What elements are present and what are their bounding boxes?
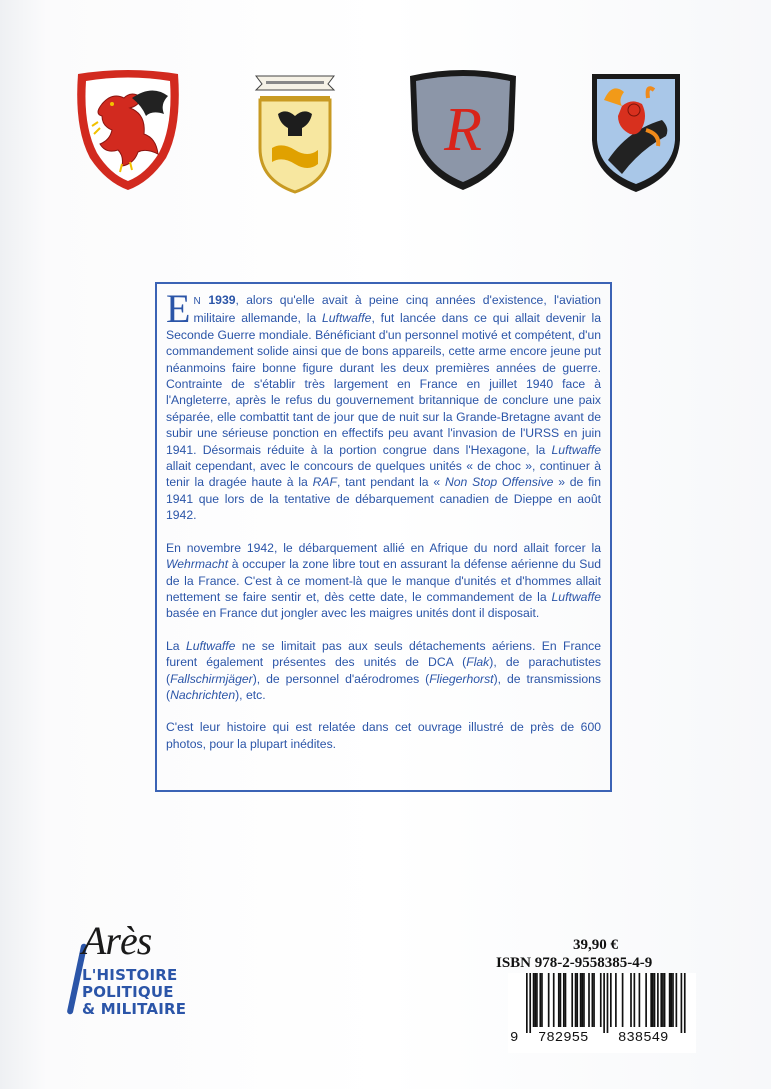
barcode-bar [565, 973, 567, 1027]
barcode-bar [600, 973, 602, 1027]
barcode-bar [684, 973, 686, 1033]
barcode-bar [553, 973, 555, 1027]
barcode-bar [669, 973, 671, 1027]
barcode-bar [634, 973, 636, 1027]
barcode-bar [676, 973, 678, 1027]
barcode-bar [560, 973, 562, 1027]
barcode-bar [581, 973, 583, 1027]
barcode-bar [576, 973, 578, 1027]
barcode-bar [630, 973, 632, 1027]
paragraph-1942: En novembre 1942, le débarquement allié en Afrique du nord allait forcer la Wehrmacht à occuper la zone libre tout en assurant la défense aérienne du Sud de la France. C'est à ce moment-là que le manque d'unités et d'hommes allait nettement se faire sentir et, dès cette date, le commandement de la Luftwaffe basée en France dut jongler avec les maigres unités dont il disposait. [166, 540, 601, 621]
barcode-bar [652, 973, 654, 1027]
publisher-line-3: & MILITAIRE [82, 1000, 187, 1018]
barcode-bar [526, 973, 528, 1033]
paragraph-units: La Luftwaffe ne se limitait pas aux seuls détachements aériens. En France furent également présentes des unités de DCA (Flak), de parachutistes (Fallschirmjäger), de personnel d'aérodromes (Fliegerhorst), de transmissions (Nachrichten), etc. [166, 638, 601, 702]
barcode-digits-right: 838549 [618, 1030, 669, 1046]
barcode-bar [583, 973, 585, 1027]
publisher-script: Arès [82, 918, 152, 963]
publisher-line-2: POLITIQUE [82, 983, 174, 1001]
barcode-bar [645, 973, 647, 1027]
eagle-banner-crest-icon [252, 70, 338, 196]
price: 39,90 € [573, 937, 618, 953]
barcode-bar [622, 973, 624, 1027]
barcode-bar [664, 973, 666, 1027]
barcode-bar [610, 973, 612, 1027]
barcode [508, 973, 696, 1053]
barcode-bar [657, 973, 659, 1027]
barcode-bar [592, 973, 594, 1027]
drop-cap: E [166, 286, 191, 331]
barcode-bar [593, 973, 595, 1027]
barcode-bar [533, 973, 535, 1027]
barcode-bar [536, 973, 538, 1027]
crest-row [0, 64, 771, 204]
barcode-bar [670, 973, 672, 1027]
barcode-bar [650, 973, 652, 1027]
barcode-bars-icon [510, 973, 694, 1033]
barcode-bar [654, 973, 656, 1027]
barcode-bar [539, 973, 541, 1027]
description-frame [155, 282, 612, 792]
isbn: ISBN 978-2-9558385-4-9 [496, 955, 653, 971]
barcode-bar [563, 973, 565, 1027]
barcode-bar [558, 973, 560, 1027]
svg-text:R: R [444, 96, 482, 164]
barcode-bar [660, 973, 662, 1027]
barcode-bar [607, 973, 609, 1033]
barcode-bar [588, 973, 590, 1027]
barcode-bar [662, 973, 664, 1027]
publisher-line-1: L'HISTOIRE [82, 966, 178, 984]
barcode-bar [603, 973, 605, 1033]
barcode-bar [548, 973, 550, 1027]
letter-r-crest-icon [404, 68, 522, 194]
price-block [496, 937, 696, 972]
barcode-bar [571, 973, 573, 1027]
barcode-bar [529, 973, 531, 1033]
barcode-bar [672, 973, 674, 1027]
barcode-bar [615, 973, 617, 1027]
barcode-bar [639, 973, 641, 1027]
paragraph-intro: E N 1939, alors qu'elle avait à peine cinq années d'existence, l'aviation militaire allemande, la Luftwaffe, fut lancée dans ce qui allait devenir la Seconde Guerre mondiale. Bénéficiant d'un personnel motivé et compétent, d'un commandement solide ainsi que de bons appareils, cette arme encore jeune put néanmoins faire bonne figure durant les deux premières années de guerre. Contrainte de s'établir très largement en France en juillet 1940 face à l'Angleterre, après le refus du gouvernement britannique de conclure une paix séparée, elle combattit tant de jour que de nuit sur la Grande-Bretagne avant de subir une sérieuse ponction en effectifs peu avant l'invasion de l'URSS en juin 1941. Désormais réduite à la portion congrue dans l'Hexagone, la Luftwaffe allait cependant, avec le concours de quelques unités « de choc », continuer à tenir la dragée haute à la RAF, tant pendant la « Non Stop Offensive » de fin 1941 que lors de la tentative de débarquement canadien de Dieppe en août 1942. [166, 286, 601, 523]
devil-bomb-crest-icon [588, 70, 684, 196]
barcode-bar [534, 973, 536, 1027]
red-griffin-crest-icon [72, 68, 184, 194]
barcode-bar [681, 973, 683, 1033]
barcode-digits-left: 782955 [538, 1030, 589, 1046]
barcode-digits [508, 1030, 696, 1052]
barcode-bar [541, 973, 543, 1027]
barcode-bar [575, 973, 577, 1027]
paragraph-closing: C'est leur histoire qui est relatée dans cet ouvrage illustré de près de 600 photos, pour la plupart inédites. [166, 720, 601, 751]
barcode-bar [580, 973, 582, 1027]
publisher-logo [70, 917, 230, 1027]
barcode-digit-first: 9 [510, 1030, 519, 1046]
